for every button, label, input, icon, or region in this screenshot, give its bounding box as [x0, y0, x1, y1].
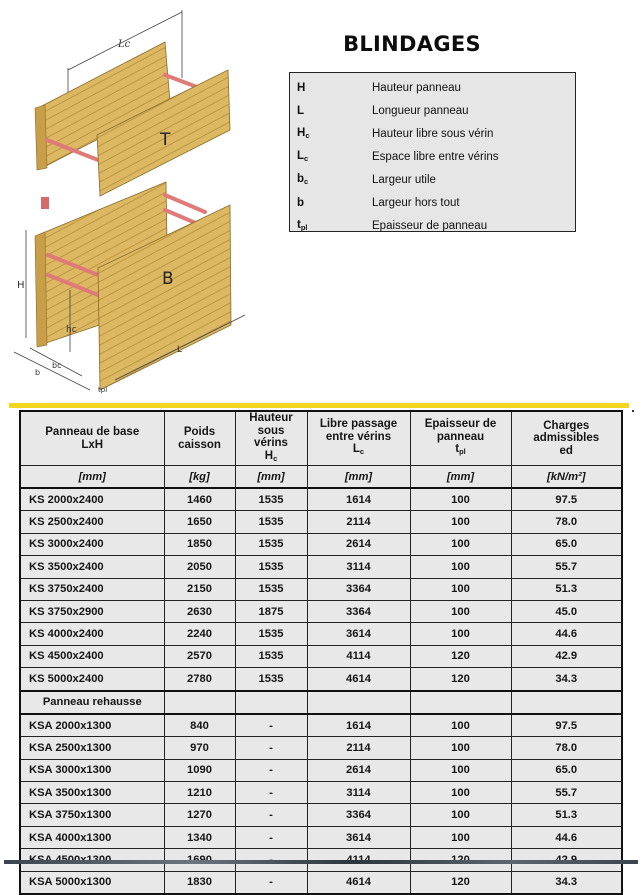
- value-cell: 1650: [164, 511, 235, 533]
- value-cell: 51.3: [511, 804, 622, 826]
- value-cell: -: [235, 759, 307, 781]
- value-cell: 1535: [235, 645, 307, 667]
- value-cell: 3364: [307, 578, 410, 600]
- table-row: [20, 488, 622, 511]
- table-unit-row: [20, 466, 622, 489]
- value-cell: 3614: [307, 623, 410, 645]
- legend-symbol-subscript: pl: [300, 223, 308, 232]
- table-header-row: [20, 411, 622, 466]
- column-header-line: Poids: [183, 426, 216, 438]
- value-cell: 65.0: [511, 759, 622, 781]
- value-cell: 65.0: [511, 533, 622, 555]
- value-cell: 2150: [164, 578, 235, 600]
- legend-row: [290, 168, 575, 191]
- model-cell: KSA 2000x1300: [20, 714, 164, 737]
- value-cell: 3114: [307, 556, 410, 578]
- unit-cell: [mm]: [307, 466, 410, 489]
- value-cell: 100: [410, 714, 511, 737]
- column-header: [511, 411, 622, 466]
- table-row: [20, 556, 622, 578]
- value-cell: 1460: [164, 488, 235, 511]
- value-cell: 1535: [235, 488, 307, 511]
- legend-symbol-subscript: c: [305, 131, 310, 140]
- model-cell: KS 2000x2400: [20, 488, 164, 511]
- value-cell: -: [235, 804, 307, 826]
- unit-cell: [kN/m²]: [511, 466, 622, 489]
- legend-symbol-text: b: [297, 196, 305, 209]
- legend-row: [290, 122, 575, 145]
- empty-cell: [511, 691, 622, 714]
- column-header-line: vérins: [254, 437, 288, 449]
- value-cell: -: [235, 782, 307, 804]
- dimension-label-lc: Lc: [118, 39, 131, 50]
- clamp-part: [41, 197, 49, 209]
- value-cell: 1270: [164, 804, 235, 826]
- value-cell: 2614: [307, 759, 410, 781]
- value-cell: 78.0: [511, 511, 622, 533]
- legend-row: [290, 76, 575, 99]
- table-body: [20, 488, 622, 894]
- column-header-symbol: [512, 445, 622, 458]
- column-header-line: panneau: [436, 430, 485, 443]
- column-header: [410, 411, 511, 466]
- dimension-label-hc: hc: [66, 325, 77, 335]
- table-row: [20, 759, 622, 781]
- model-cell: KSA 3500x1300: [20, 782, 164, 804]
- column-header: [20, 411, 164, 466]
- value-cell: 120: [410, 668, 511, 691]
- legend-symbol: [290, 82, 372, 94]
- column-header-symbol: [411, 443, 511, 459]
- legend-symbol: [290, 197, 372, 209]
- value-cell: 2780: [164, 668, 235, 691]
- legend-description: Espace libre entre vérins: [372, 150, 499, 163]
- table-row: [20, 826, 622, 848]
- value-cell: 2114: [307, 511, 410, 533]
- table-row: [20, 782, 622, 804]
- legend-description: Longueur panneau: [372, 104, 469, 117]
- value-cell: 1340: [164, 826, 235, 848]
- value-cell: 100: [410, 600, 511, 622]
- model-cell: KSA 4000x1300: [20, 826, 164, 848]
- model-cell: KSA 3000x1300: [20, 759, 164, 781]
- value-cell: 3614: [307, 826, 410, 848]
- value-cell: 2614: [307, 533, 410, 555]
- empty-cell: [164, 691, 235, 714]
- value-cell: 120: [410, 645, 511, 667]
- value-cell: 45.0: [511, 600, 622, 622]
- column-header-line: Libre passage: [319, 418, 398, 431]
- legend-row: [290, 214, 575, 237]
- model-cell: KSA 5000x1300: [20, 871, 164, 894]
- empty-cell: [307, 691, 410, 714]
- table-row: [20, 737, 622, 759]
- column-header-line: Epaisseur de: [424, 418, 497, 431]
- specifications-table: [19, 410, 623, 895]
- value-cell: 2240: [164, 623, 235, 645]
- column-header-line: Hauteur sous: [249, 412, 293, 437]
- value-cell: 97.5: [511, 488, 622, 511]
- table-row: [20, 578, 622, 600]
- legend-symbol-text: L: [297, 104, 305, 117]
- value-cell: 100: [410, 737, 511, 759]
- table-row: [20, 804, 622, 826]
- value-cell: 44.6: [511, 826, 622, 848]
- column-header-symbol-text: H: [264, 449, 274, 462]
- value-cell: 55.7: [511, 556, 622, 578]
- stray-dot: [632, 410, 634, 412]
- legend-symbol-text: H: [297, 127, 306, 139]
- unit-cell: [mm]: [410, 466, 511, 489]
- column-header-line: LxH: [81, 438, 104, 451]
- value-cell: 100: [410, 826, 511, 848]
- value-cell: 100: [410, 488, 511, 511]
- value-cell: 1210: [164, 782, 235, 804]
- table-row: [20, 668, 622, 691]
- legend-description: Epaisseur de panneau: [372, 219, 488, 232]
- accent-rule: [9, 403, 629, 408]
- legend-symbol-text: t: [297, 219, 301, 231]
- dimension-label-l: L: [177, 345, 183, 355]
- page-title: BLINDAGES: [343, 32, 481, 56]
- value-cell: 1535: [235, 668, 307, 691]
- value-cell: 2114: [307, 737, 410, 759]
- value-cell: 34.3: [511, 871, 622, 894]
- value-cell: 2630: [164, 600, 235, 622]
- model-cell: KS 2500x2400: [20, 511, 164, 533]
- legend-symbol-subscript: c: [304, 177, 309, 186]
- value-cell: 2050: [164, 556, 235, 578]
- value-cell: 1090: [164, 759, 235, 781]
- legend-description: Hauteur libre sous vérin: [372, 127, 494, 140]
- value-cell: 1535: [235, 556, 307, 578]
- legend-symbol-subscript: c: [304, 154, 309, 163]
- dimension-label-bc: bc: [52, 361, 62, 370]
- value-cell: 100: [410, 533, 511, 555]
- column-header-symbol-text: L: [352, 443, 360, 456]
- value-cell: 1850: [164, 533, 235, 555]
- value-cell: 1535: [235, 533, 307, 555]
- value-cell: -: [235, 714, 307, 737]
- value-cell: 120: [410, 871, 511, 894]
- value-cell: 100: [410, 578, 511, 600]
- table-row: [20, 533, 622, 555]
- value-cell: 42.9: [511, 645, 622, 667]
- column-header-symbol: [308, 443, 410, 459]
- legend-symbol-text: H: [297, 81, 306, 94]
- column-header: [164, 411, 235, 466]
- column-header-symbol-text: t: [455, 443, 460, 456]
- value-cell: 1830: [164, 871, 235, 894]
- dimension-label-tpl: tpl: [98, 386, 108, 394]
- legend-description: Hauteur panneau: [372, 81, 461, 94]
- model-cell: KS 5000x2400: [20, 668, 164, 691]
- value-cell: 3364: [307, 804, 410, 826]
- bottom-edge-strip: [4, 860, 638, 864]
- value-cell: 100: [410, 556, 511, 578]
- legend-symbol: [290, 150, 372, 163]
- legend-row: [290, 99, 575, 122]
- column-header-subscript: c: [359, 447, 365, 457]
- value-cell: 97.5: [511, 714, 622, 737]
- model-cell: KS 3000x2400: [20, 533, 164, 555]
- table-row: [20, 511, 622, 533]
- model-cell: KS 3750x2400: [20, 578, 164, 600]
- legend-row: [290, 145, 575, 168]
- table-row: [20, 871, 622, 894]
- legend-symbol-text: b: [297, 173, 305, 185]
- legend-box: [289, 72, 576, 232]
- column-header-line: Panneau de base: [45, 426, 140, 438]
- empty-cell: [235, 691, 307, 714]
- column-header-subscript: pl: [459, 447, 466, 457]
- model-cell: KS 4000x2400: [20, 623, 164, 645]
- value-cell: 2570: [164, 645, 235, 667]
- value-cell: 100: [410, 804, 511, 826]
- column-header: [235, 411, 307, 466]
- value-cell: 100: [410, 623, 511, 645]
- value-cell: -: [235, 826, 307, 848]
- value-cell: 1875: [235, 600, 307, 622]
- value-cell: 34.3: [511, 668, 622, 691]
- legend-symbol: [290, 127, 372, 140]
- value-cell: 1614: [307, 488, 410, 511]
- value-cell: 970: [164, 737, 235, 759]
- model-cell: KS 4500x2400: [20, 645, 164, 667]
- value-cell: 51.3: [511, 578, 622, 600]
- dimension-label-b: b: [35, 368, 41, 377]
- column-header-line: caisson: [178, 438, 221, 451]
- unit-cell: [mm]: [235, 466, 307, 489]
- value-cell: 44.6: [511, 623, 622, 645]
- legend-symbol: [290, 105, 372, 117]
- unit-cell: [mm]: [20, 466, 164, 489]
- value-cell: 100: [410, 782, 511, 804]
- value-cell: 55.7: [511, 782, 622, 804]
- value-cell: 1535: [235, 511, 307, 533]
- section-row: [20, 691, 622, 714]
- legend-description: Largeur utile: [372, 173, 436, 186]
- value-cell: -: [235, 737, 307, 759]
- section-label: Panneau rehausse: [20, 691, 164, 714]
- value-cell: 1535: [235, 623, 307, 645]
- model-cell: KS 3500x2400: [20, 556, 164, 578]
- legend-symbol: [290, 173, 372, 186]
- column-header-line: entre vérins: [325, 430, 392, 443]
- empty-cell: [410, 691, 511, 714]
- model-cell: KSA 3750x1300: [20, 804, 164, 826]
- legend-symbol: [290, 219, 372, 232]
- value-cell: 3364: [307, 600, 410, 622]
- table-row: [20, 714, 622, 737]
- column-header-symbol: [236, 450, 307, 466]
- column-header-line: Charges: [543, 419, 590, 432]
- bottom-panel-label: B: [162, 269, 174, 289]
- value-cell: 1614: [307, 714, 410, 737]
- legend-row: [290, 191, 575, 214]
- value-cell: 78.0: [511, 737, 622, 759]
- table-row: [20, 623, 622, 645]
- table-row: [20, 600, 622, 622]
- legend-symbol-text: L: [297, 150, 305, 162]
- value-cell: 4614: [307, 668, 410, 691]
- unit-cell: [kg]: [164, 466, 235, 489]
- dimension-label-h: H: [17, 280, 25, 291]
- shoring-illustration: [0, 0, 290, 395]
- model-cell: KSA 2500x1300: [20, 737, 164, 759]
- model-cell: KS 3750x2900: [20, 600, 164, 622]
- column-header-subscript: c: [273, 453, 278, 463]
- value-cell: 4614: [307, 871, 410, 894]
- value-cell: 4114: [307, 645, 410, 667]
- value-cell: 3114: [307, 782, 410, 804]
- table-row: [20, 645, 622, 667]
- value-cell: 840: [164, 714, 235, 737]
- legend-description: Largeur hors tout: [372, 196, 460, 209]
- value-cell: 100: [410, 511, 511, 533]
- column-header: [307, 411, 410, 466]
- column-header-symbol-text: ed: [559, 444, 573, 457]
- value-cell: -: [235, 871, 307, 894]
- column-header-line: admissibles: [533, 432, 600, 445]
- top-panel-label: T: [160, 130, 171, 150]
- value-cell: 1535: [235, 578, 307, 600]
- value-cell: 100: [410, 759, 511, 781]
